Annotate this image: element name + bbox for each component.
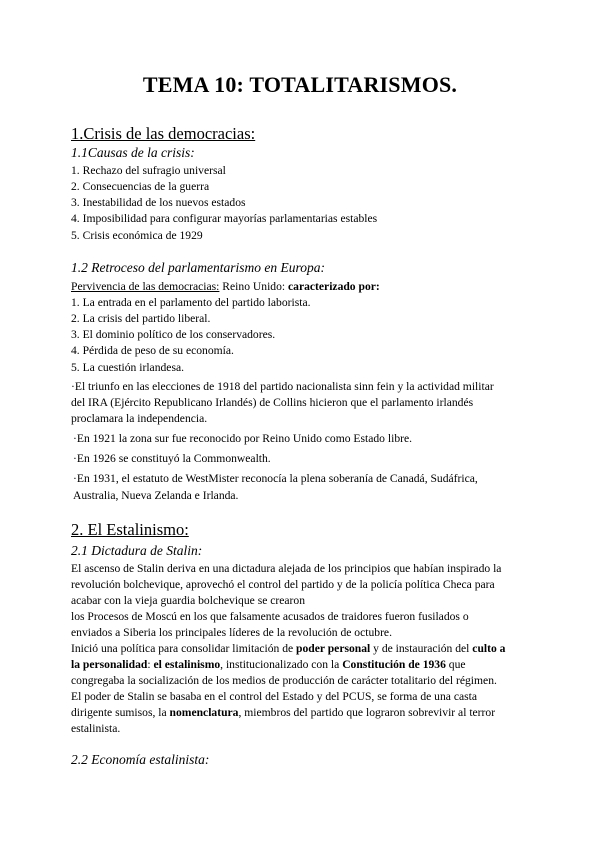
uk-item: 4. Pérdida de peso de su economía. bbox=[71, 344, 234, 357]
irish-paragraph-line: proclamara la independencia. bbox=[71, 412, 208, 425]
bold-constitucion: Constitución de 1936 bbox=[342, 658, 446, 671]
stalin-paragraph-line: El ascenso de Stalin deriva en una dictadura alejada de los principios que habían inspirado la bbox=[71, 562, 502, 575]
section-1-2-heading: 1.2 Retroceso del parlamentarismo en Europa: bbox=[71, 260, 325, 275]
text-run: y de instauración del bbox=[370, 642, 473, 655]
section-1-heading bbox=[71, 124, 255, 144]
text-run: que bbox=[445, 658, 466, 671]
irish-paragraph-line: ·El triunfo en las elecciones de 1918 del partido nacionalista sinn fein y la actividad militar bbox=[71, 380, 494, 393]
section-1-1-heading: 1.1Causas de la crisis: bbox=[71, 145, 195, 160]
stalin-paragraph-line: enviados a Siberia los principales líderes de la revolución de octubre. bbox=[71, 626, 392, 639]
text-run: dirigente sumisos, la bbox=[71, 706, 170, 719]
section-1-heading-text: 1.Crisis de las democracias: bbox=[71, 124, 256, 143]
cause-item: 5. Crisis económica de 1929 bbox=[71, 229, 203, 242]
cause-item: 2. Consecuencias de la guerra bbox=[71, 180, 210, 193]
stalinism-line-3: congregaba la socialización de los medios de producción de carácter totalitario del régimen. bbox=[71, 674, 497, 687]
section-2-1-heading: 2.1 Dictadura de Stalin: bbox=[71, 543, 203, 558]
section-2-2-heading: 2.2 Economía estalinista: bbox=[71, 752, 210, 767]
uk-item: 5. La cuestión irlandesa. bbox=[71, 361, 184, 374]
bold-personalidad: la personalidad bbox=[71, 658, 148, 671]
stalinism-line-2 bbox=[71, 658, 466, 671]
uk-item: 1. La entrada en el parlamento del partido laborista. bbox=[71, 296, 311, 309]
stalinism-line-1 bbox=[71, 642, 505, 655]
uk-item: 3. El dominio político de los conservadores. bbox=[71, 328, 276, 341]
bullet-1931-line: ·En 1931, el estatuto de WestMister reconocía la plena soberanía de Canadá, Sudáfrica, bbox=[73, 472, 478, 485]
bold-culto: culto a bbox=[472, 642, 506, 655]
bold-poder-personal: poder personal bbox=[296, 642, 371, 655]
cause-item: 3. Inestabilidad de los nuevos estados bbox=[71, 196, 246, 209]
power-line-1: El poder de Stalin se basaba en el control del Estado y del PCUS, se forma de una casta bbox=[71, 690, 477, 703]
section-2-heading-text: 2. El Estalinismo: bbox=[71, 520, 189, 539]
bullet-1926: ·En 1926 se constituyó la Commonwealth. bbox=[73, 452, 271, 465]
intro-mid: Reino Unido: bbox=[219, 280, 289, 293]
text-run: : bbox=[147, 658, 154, 671]
bold-nomenclatura: nomenclatura bbox=[169, 706, 239, 719]
intro-label: Pervivencia de las democracias: bbox=[71, 280, 220, 293]
uk-item: 2. La crisis del partido liberal. bbox=[71, 312, 211, 325]
power-line-3: estalinista. bbox=[71, 722, 121, 735]
text-run: , institucionalizado con la bbox=[220, 658, 343, 671]
text-run: , miembros del partido que lograron sobrevivir al terror bbox=[238, 706, 496, 719]
bold-estalinismo: el estalinismo bbox=[153, 658, 221, 671]
cause-item: 4. Imposibilidad para configurar mayorías parlamentarias estables bbox=[71, 212, 378, 225]
intro-bold: caracterizado por: bbox=[288, 280, 380, 293]
stalin-paragraph-line: revolución bolchevique, aprovechó el control del partido y de la policía política Checa para bbox=[71, 578, 495, 591]
cause-item: 1. Rechazo del sufragio universal bbox=[71, 164, 226, 177]
text-run: Inició una política para consolidar limitación de bbox=[71, 642, 297, 655]
bullet-1931-line: Australia, Nueva Zelanda e Irlanda. bbox=[73, 489, 239, 502]
power-line-2 bbox=[71, 706, 495, 719]
section-2-heading bbox=[71, 520, 189, 540]
stalin-paragraph-line: acabar con la vieja guardia bolchevique se crearon bbox=[71, 594, 306, 607]
democracies-intro bbox=[71, 280, 380, 293]
bullet-1921: ·En 1921 la zona sur fue reconocido por Reino Unido como Estado libre. bbox=[73, 432, 413, 445]
stalin-paragraph-line: los Procesos de Moscú en los que falsamente acusados de traidores fueron fusilados o bbox=[71, 610, 469, 623]
page-title: TEMA 10: TOTALITARISMOS. bbox=[142, 72, 458, 97]
irish-paragraph-line: del IRA (Ejército Republicano Irlandés) de Collins hicieron que el parlamento irlandés bbox=[71, 396, 474, 409]
